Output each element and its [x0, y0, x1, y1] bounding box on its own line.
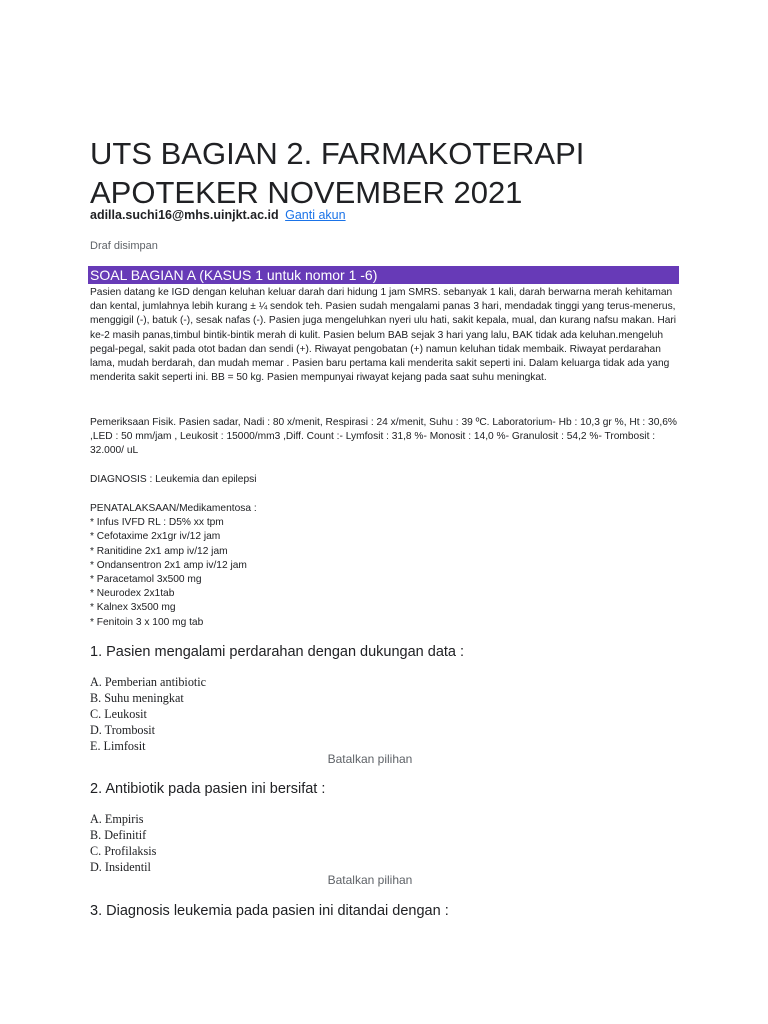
account-row	[90, 208, 346, 222]
option-c[interactable]: C. Leukosit	[90, 707, 147, 721]
option-d[interactable]: D. Insidentil	[90, 860, 151, 874]
draft-status: Draf disimpan	[90, 240, 158, 252]
account-email: adilla.suchi16@mhs.uinjkt.ac.id	[90, 208, 279, 222]
form-title: UTS BAGIAN 2. FARMAKOTERAPI APOTEKER NOVEMBER 2021	[90, 136, 585, 210]
section-header: SOAL BAGIAN A (KASUS 1 untuk nomor 1 -6)	[88, 266, 679, 284]
question-1-options	[90, 674, 206, 754]
case-description: Pasien datang ke IGD dengan keluhan keluar darah dari hidung 1 jam SMRS. sebanyak 1 kali, darah berwarna merah kehitaman dan kental, jumlahnya lebih kurang ± ¼ sendok teh. Pasien sudah mengalami panas 3 hari, mendadak tinggi yang terus-menerus, menggigil (-), batuk (-), sesak nafas (-). Pasien juga mengeluhkan nyeri ulu hati, sakit kepala, mual, dan kurang nafsu makan. Hari ke-2 masih panas,timbul bintik-bintik merah di kulit. Pasien belum BAB sejak 3 hari yang lalu, BAK tidak ada keluhan.mengeluh pegal-pegal, sakit pada otot badan dan sendi (+). Riwayat pengobatan (+) namun keluhan tidak membaik. Riwayat perdarahan lama, mudah berdarah, dan mudah memar . Pasien baru pertama kali menderita sakit seperti ini. Dalam keluarga tidak ada yang menderita sakit seperti ini. BB = 50 kg. Pasien mempunyai riwayat kejang pada saat suhu meningkat.	[90, 287, 677, 384]
treatment-item: * Ondansentron 2x1 amp iv/12 jam	[90, 559, 247, 571]
option-a[interactable]: A. Pemberian antibiotic	[90, 675, 207, 689]
option-b[interactable]: B. Suhu meningkat	[90, 691, 184, 705]
clear-selection-button[interactable]: Batalkan pilihan	[327, 752, 413, 766]
question-2-options	[90, 811, 156, 875]
option-a[interactable]: A. Empiris	[90, 812, 144, 826]
switch-account-link[interactable]: Ganti akun	[285, 208, 346, 222]
question-1-title: 1. Pasien mengalami perdarahan dengan dukungan data :	[90, 644, 465, 660]
question-3-title: 3. Diagnosis leukemia pada pasien ini ditandai dengan :	[90, 903, 449, 919]
treatment-item: * Cefotaxime 2x1gr iv/12 jam	[90, 531, 221, 543]
treatment-block	[90, 502, 680, 630]
treatment-item: * Ranitidine 2x1 amp iv/12 jam	[90, 545, 228, 557]
clear-selection-button[interactable]: Batalkan pilihan	[327, 873, 413, 887]
option-c[interactable]: C. Profilaksis	[90, 844, 157, 858]
treatment-item: * Paracetamol 3x500 mg	[90, 574, 202, 586]
treatment-item: * Kalnex 3x500 mg	[90, 602, 176, 614]
treatment-item: * Fenitoin 3 x 100 mg tab	[90, 616, 204, 628]
option-b[interactable]: B. Definitif	[90, 828, 147, 842]
treatment-item: * Neurodex 2x1tab	[90, 588, 175, 600]
treatment-list	[90, 516, 680, 630]
treatment-title: PENATALAKSAAN/Medikamentosa :	[90, 503, 257, 514]
option-d[interactable]: D. Trombosit	[90, 723, 156, 737]
option-e[interactable]: E. Limfosit	[90, 739, 146, 753]
question-2-title: 2. Antibiotik pada pasien ini bersifat :	[90, 781, 326, 797]
diagnosis-text: DIAGNOSIS : Leukemia dan epilepsi	[90, 474, 257, 485]
treatment-item: * Infus IVFD RL : D5% xx tpm	[90, 517, 224, 529]
physical-exam-text: Pemeriksaan Fisik. Pasien sadar, Nadi : 80 x/menit, Respirasi : 24 x/menit, Suhu : 39 ºC. Laboratorium- Hb : 10,3 gr %, Ht : 30,6% ,LED : 50 mm/jam , Leukosit : 15000/mm3 ,Diff. Count :- Lymfosit : 31,8 %- Monosit : 14,0 %- Granulosit : 54,2 %- Trombosit : 32.000/ uL	[90, 417, 677, 457]
